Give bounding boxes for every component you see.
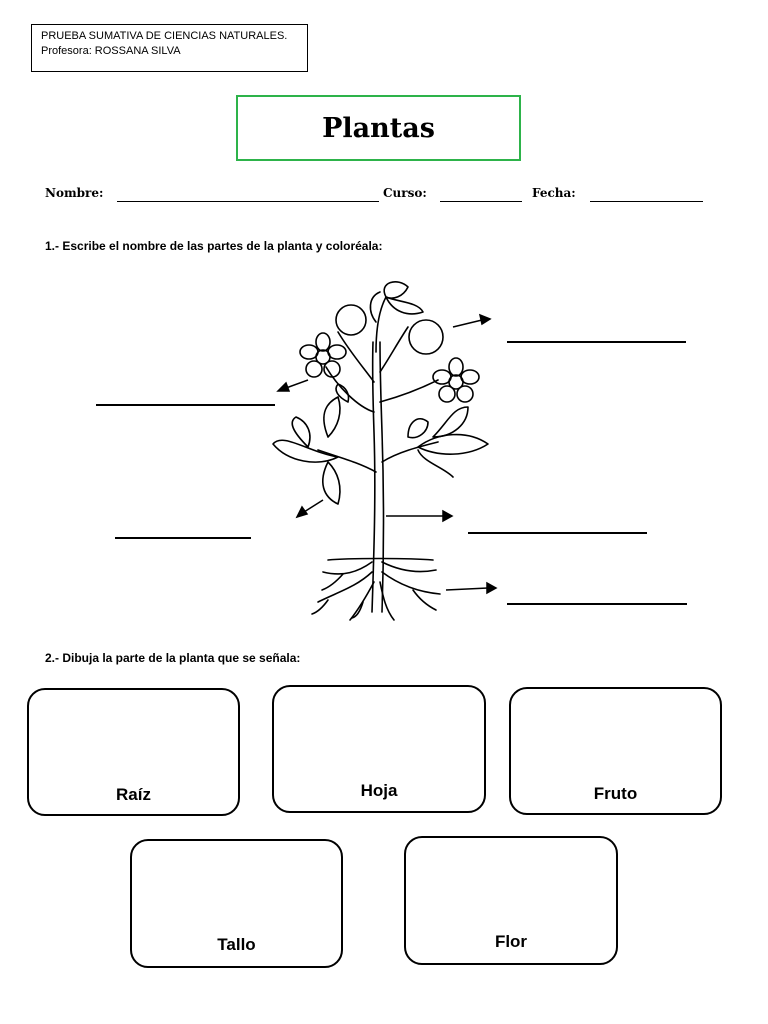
card-leaf[interactable] [272,685,486,813]
answer-line-leaf[interactable] [115,537,251,539]
name-label: Nombre: [45,186,104,200]
course-label: Curso: [383,186,427,200]
teacher-line: Profesora: ROSSANA SILVA [41,45,181,57]
test-header [31,24,308,72]
worksheet-title [236,95,521,161]
card-label-stem: Tallo [217,935,256,954]
date-field[interactable] [590,201,703,202]
test-title-line: PRUEBA SUMATIVA DE CIENCIAS NATURALES. [41,30,288,42]
flower-right [433,358,479,402]
card-root[interactable] [27,688,240,816]
card-label-flower: Flor [494,932,528,951]
card-label-fruit: Fruto [593,784,638,803]
question-1: 1.- Escribe el nombre de las partes de la planta y coloréala: [45,239,383,253]
plant-roots [323,562,372,574]
course-field[interactable] [440,201,522,202]
fruit-left [336,305,366,335]
answer-line-fruit[interactable] [507,341,686,343]
flower-left [300,333,346,377]
card-fruit[interactable] [509,687,722,815]
name-field[interactable] [117,201,379,202]
card-label-leaf: Hoja [360,781,398,800]
answer-line-flower[interactable] [96,404,275,406]
answer-line-stem[interactable] [468,532,647,534]
card-label-root: Raíz [116,785,151,804]
fruit-right [409,320,443,354]
answer-line-root[interactable] [507,603,687,605]
date-label: Fecha: [532,186,576,200]
question-2: 2.- Dibuja la parte de la planta que se señala: [45,651,301,665]
plant-illustration [268,272,518,622]
card-flower[interactable] [404,836,618,965]
card-stem[interactable] [130,839,343,968]
page-title: Plantas [322,112,435,144]
